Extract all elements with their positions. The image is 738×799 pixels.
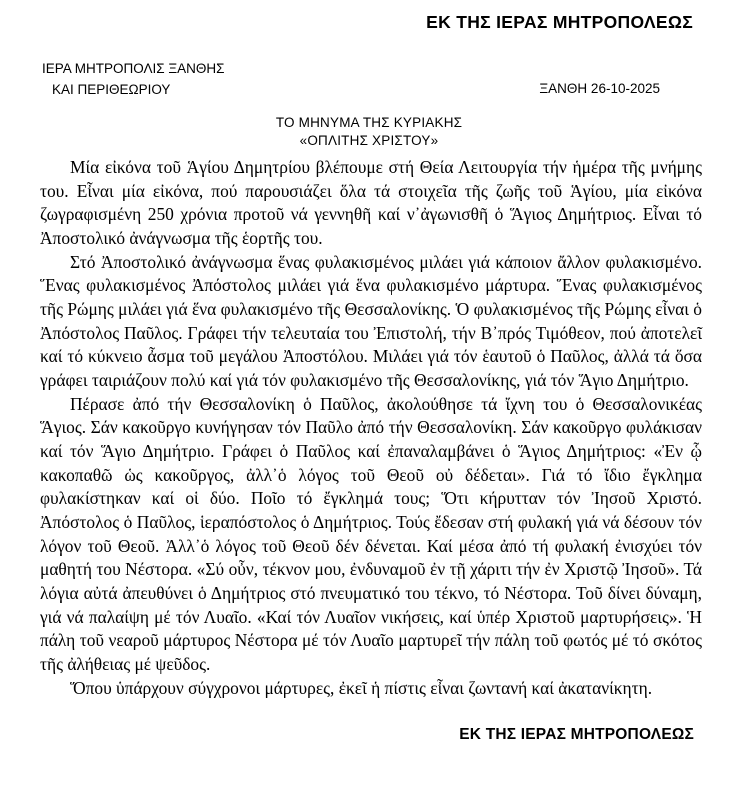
paragraph: Μία εἰκόνα τοῦ Ἁγίου Δημητρίου βλέπουμε στή Θεία Λειτουργία τήν ἡμέρα τῆς μνήμης του. Εἶναι μία εἰκόνα, πού παρουσιάζει ὅλα τά στοιχεῖα τῆς ζωῆς τοῦ Ἁγίου, μία εἰκόνα ζωγραφισμένη 250 χρόνια προτοῦ νά γεννηθῆ καί ν᾽ἀγωνισθῆ ὁ Ἅγιος Δημήτριος. Εἶναι τό Ἀποστολικό ἀνάγνωσμα τῆς ἑορτῆς του. — [40, 156, 702, 248]
paragraph: Πέρασε ἀπό τήν Θεσσαλονίκη ὁ Παῦλος, ἀκολούθησε τά ἴχνη του ὁ Θεσσαλονικέας Ἅγιος. Σάν κακοῦργο κυνήγησαν τόν Παῦλο ἀπό τήν Θεσσαλονίκη. Σάν κακοῦργο φυλάκισαν καί τόν Ἅγιο Δημήτριο. Γράφει ὁ Παῦλος καί ἐπαναλαμβάνει ὁ Ἅγιος Δημήτριος: «Ἐν ᾧ κακοπαθῶ ὡς κακοῦργος, ἀλλ᾽ὁ λόγος τοῦ Θεοῦ οὐ δέδεται». Γιά τό ἴδιο ἔγκλημα φυλακίστηκαν καί οἱ δύο. Ποῖο τό ἔγκλημά τους; Ὅτι κήρυτταν τόν Ἰησοῦ Χριστό. Ἀπόστολος ὁ Παῦλος, ἱεραπόστολος ὁ Δημήτριος. Τούς ἔδεσαν στή φυλακή γιά νά δέσουν τόν λόγον τοῦ Θεοῦ. Ἀλλ᾽ὁ λόγος τοῦ Θεοῦ δέν δένεται. Καί μέσα ἀπό τή φυλακή ἐνισχύει τόν μαθητή του Νέστορα. «Σύ οὖν, τέκνον μου, ἐνδυναμοῦ ἐν τῇ χάριτι τήν ἐν Χριστῷ Ἰησοῦ». Τά λόγια αὐτά ἀπευθύνει ὁ Δημήτριος στό πνευματικό του τέκνο, τό Νέστορα. Τοῦ δίνει δύναμη, γιά νά παλαίψη μέ τόν Λυαῖο. «Καί τόν Λυαῖον νικήσεις, καί ὑπέρ Χριστοῦ μαρτυρήσεις». Ἡ πάλη τοῦ νεαροῦ μάρτυρος Νέστορα μέ τόν Λυαῖο μαρτυρεῖ τήν πάλη τοῦ φωτός μέ τό σκότος τῆς ἀλήθειας μέ ψεῦδος. — [40, 393, 702, 674]
document-subtitle: «ΟΠΛΙΤΗΣ ΧΡΙΣΤΟΥ» — [299, 132, 439, 148]
document-body — [0, 148, 738, 700]
paragraph: Ὅπου ὑπάρχουν σύγχρονοι μάρτυρες, ἐκεῖ ἡ πίστις εἶναι ζωντανή καί ἀκατανίκητη. — [70, 677, 653, 698]
title-block — [0, 115, 738, 148]
metropolis-name-line2: ΚΑΙ ΠΕΡΙΘΕΩΡΙΟΥ — [52, 81, 171, 97]
document-header-title: ΕΚ ΤΗΣ ΙΕΡΑΣ ΜΗΤΡΟΠΟΛΕΩΣ — [426, 12, 693, 32]
metropolis-block — [42, 59, 225, 101]
paragraph: Στό Ἀποστολικό ἀνάγνωσμα ἕνας φυλακισμένος μιλάει γιά κάποιον ἄλλον φυλακισμένο. Ἕνας φυλακισμένος Ἀπόστολος μιλάει γιά ἕνα φυλακισμένο μάρτυρα. Ἕνας φυλακισμένος τῆς Ρώμης μιλάει γιά ἕνα φυλακισμένο τῆς Θεσσαλονίκης. Ὁ φυλακισμένος τῆς Ρώμης εἶναι ὁ Ἀπόστολος Παῦλος. Γράφει τήν τελευταία του Ἐπιστολή, τήν Β᾽πρός Τιμόθεον, πού ἀποτελεῖ καί τό κύκνειο ἆσμα τοῦ μεγάλου Ἀποστόλου. Μιλάει γιά τόν ἑαυτοῦ ὁ Παῦλος, ἀλλά τά ὅσα γράφει ταιριάζουν πολύ καί γιά τόν φυλακισμένο τῆς Θεσσαλονίκης, γιά τόν Ἅγιο Δημήτριο. — [40, 251, 702, 390]
document-footer-signature: ΕΚ ΤΗΣ ΙΕΡΑΣ ΜΗΤΡΟΠΟΛΕΩΣ — [459, 726, 694, 744]
document-title: ΤΟ ΜΗΝΥΜΑ ΤΗΣ ΚΥΡΙΑΚΗΣ — [275, 114, 463, 130]
metropolis-name-line1: ΙΕΡΑ ΜΗΤΡΟΠΟΛΙΣ ΞΑΝΘΗΣ — [42, 61, 225, 76]
place-date: ΞΑΝΘΗ 26-10-2025 — [539, 81, 660, 96]
document-meta-row — [0, 59, 738, 101]
